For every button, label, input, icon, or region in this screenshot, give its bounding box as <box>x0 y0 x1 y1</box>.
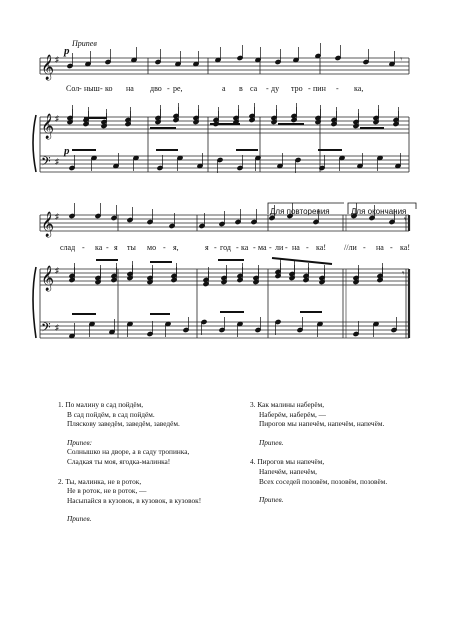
section-label: Припев <box>72 39 97 48</box>
lyric-syllable: дво <box>150 84 162 93</box>
lyric-syllable: - <box>336 84 339 93</box>
lyric-syllable: - <box>285 243 288 252</box>
lyric-syllable: ныш <box>84 84 100 93</box>
lyric-syllable: - <box>163 243 166 252</box>
lyric-syllable: - <box>79 84 82 93</box>
refrain-label: Припев: <box>67 437 93 447</box>
lyric-syllable: //ли <box>344 243 357 252</box>
lyric-syllable: - <box>106 243 109 252</box>
lyric-syllable: год <box>220 243 231 252</box>
lyric-syllable: - <box>82 243 85 252</box>
treble-clef-icon: 𝄞 <box>41 113 55 138</box>
piano-brace-1 <box>33 115 36 172</box>
lyric-syllable: Сол <box>66 84 80 93</box>
note-beam <box>272 258 332 264</box>
lyric-syllable: я <box>114 243 118 252</box>
key-signature-sharp: ♯ <box>55 212 59 221</box>
lyric-syllable: пин <box>313 84 326 93</box>
lyric-syllable: са <box>250 84 258 93</box>
verse-3-refrain: Припев. <box>259 437 284 447</box>
lyric-syllable: ка! <box>316 243 326 252</box>
verse-2: 2. Ты, малинка, не в роток, Не в роток, не в роток, — Насыпайся в кузовок, в кузовок, в кузовок! <box>58 476 202 505</box>
treble-clef-icon: 𝄞 <box>41 54 55 79</box>
rest-icon: 𝄾 <box>404 214 407 224</box>
key-signature-sharp: ♯ <box>55 114 59 123</box>
lyric-syllable: - <box>167 84 170 93</box>
bass-clef-icon: 𝄢 <box>41 322 51 338</box>
lyric-syllable: в <box>239 84 243 93</box>
volta-bracket-1 <box>268 203 344 214</box>
verse-3: 3. Как малины наберём, Наберём, наберём, — Пирогов мы напечём, напечём, напечём. <box>250 400 385 429</box>
lyric-syllable: - <box>100 84 103 93</box>
volta-second-ending-label: Для окончания <box>351 207 407 216</box>
lyric-syllable: ка <box>95 243 103 252</box>
lyric-syllable: - <box>308 84 311 93</box>
verses-left-column <box>58 400 201 533</box>
piano-brace-2 <box>33 267 36 338</box>
lyric-syllable: ка <box>241 243 249 252</box>
key-signature-sharp: ♯ <box>55 157 59 166</box>
lyric-syllable: ли <box>275 243 284 252</box>
key-signature-sharp: ♯ <box>55 266 59 275</box>
voice-dynamic-marking: p <box>64 45 70 57</box>
lyric-syllable: ре, <box>173 84 183 93</box>
rest-icon: 𝄾 <box>400 54 403 64</box>
verse-4-refrain: Припев. <box>259 495 284 505</box>
lyric-syllable: я, <box>173 243 179 252</box>
volta-bracket-2 <box>348 203 416 214</box>
verse-1: 1. По малину в сад пойдём, В сад пойдём, в сад пойдём. Пляскову заведём, заведём, заведём. <box>58 400 180 429</box>
treble-clef-icon: 𝄞 <box>41 265 55 290</box>
volta-first-ending-label: Для повторения <box>270 207 330 216</box>
key-signature-sharp: ♯ <box>55 55 59 64</box>
piano-dynamic-marking: p <box>64 145 70 157</box>
lyric-syllable: ма <box>258 243 267 252</box>
lyric-syllable: ты <box>127 243 136 252</box>
lyric-syllable: мо <box>147 243 157 252</box>
lyric-syllable: на <box>292 243 300 252</box>
bass-clef-icon: 𝄢 <box>41 156 51 172</box>
key-signature-sharp: ♯ <box>55 323 59 332</box>
verse-2-refrain: Припев. <box>67 514 92 524</box>
lyric-syllable: ка! <box>400 243 410 252</box>
verse-1-refrain: Припев: Солнышко на дворе, а в саду тропинка, Сладкая ты моя, ягодка-малинка! <box>58 438 201 467</box>
lyric-syllable: а <box>222 84 226 93</box>
lyric-syllable: я <box>205 243 209 252</box>
lyric-syllable: - <box>269 243 272 252</box>
lyric-syllable: тро <box>291 84 303 93</box>
lyric-syllable: слад <box>60 243 76 252</box>
lyric-syllable: - <box>363 243 366 252</box>
treble-clef-icon: 𝄞 <box>41 211 55 236</box>
lyric-syllable: - <box>253 243 256 252</box>
lyric-syllable: - <box>266 84 269 93</box>
lyric-syllable: - <box>236 243 239 252</box>
lyric-syllable: ду <box>271 84 280 93</box>
lyric-syllable: на <box>126 84 134 93</box>
lyric-syllable: ка, <box>354 84 364 93</box>
lyric-syllable: на <box>376 243 384 252</box>
lyric-syllable: - <box>306 243 309 252</box>
verse-4: 4. Пирогов мы напечём, Напечём, напечём, Всех соседей позовём, позовём, позовём. <box>250 457 388 486</box>
lyric-syllable: ко <box>105 84 113 93</box>
lyric-syllable: - <box>214 243 217 252</box>
verses-right-column <box>250 400 387 514</box>
lyric-syllable: - <box>390 243 393 252</box>
rest-icon: 𝄾 <box>402 268 405 278</box>
